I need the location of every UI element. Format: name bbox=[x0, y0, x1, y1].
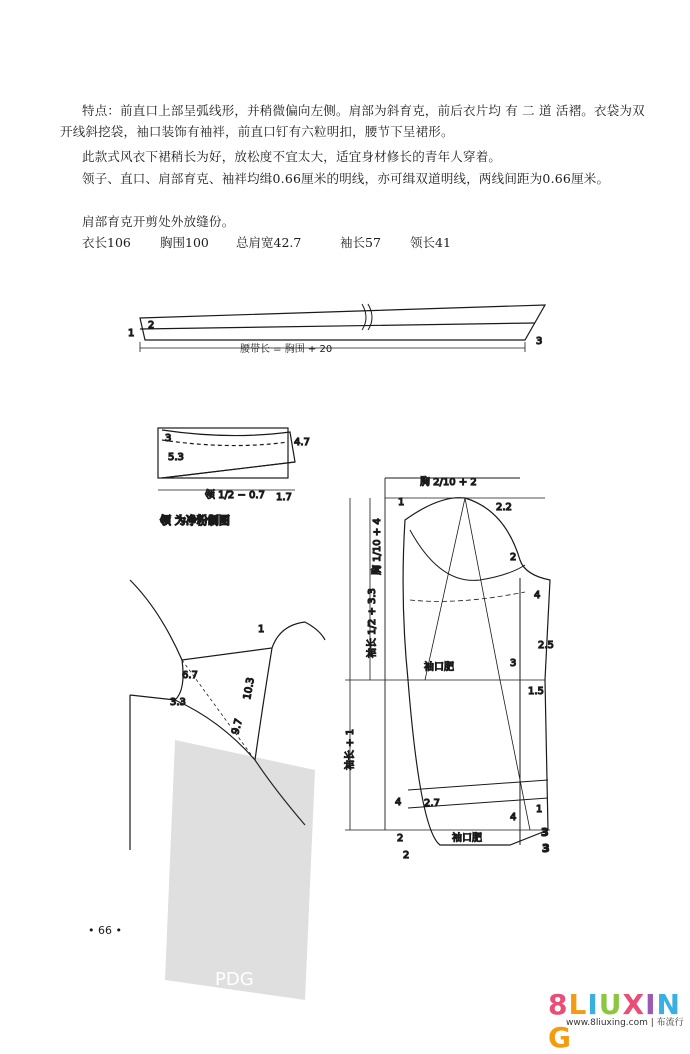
yoke-dim-1: 1 bbox=[258, 624, 265, 635]
sleeve-dim-2b: 2 bbox=[397, 833, 404, 844]
sleeve-length-formula: 袖长 + 1 bbox=[345, 728, 356, 770]
waistband-dim-2: 2 bbox=[148, 320, 155, 331]
sleeve-cuff-label-upper: 袖口肥 bbox=[424, 662, 454, 673]
sleeve-dim-4a: 4 bbox=[534, 590, 541, 601]
measurement-sleeve: 袖长57 bbox=[340, 235, 381, 250]
sleeve-dim-1b: 1 bbox=[536, 804, 543, 815]
sleeve-dim-3d: 2 bbox=[403, 850, 410, 861]
waistband-formula: 腰带长 = 胸围 + 20 bbox=[240, 344, 333, 355]
sleeve-dim-1: 1 bbox=[398, 497, 405, 508]
site-url: www.8liuxing.com | 布流行 bbox=[566, 1018, 684, 1028]
yoke-dim-33: 3.3 bbox=[170, 697, 186, 708]
collar-dim-17: 1.7 bbox=[276, 492, 292, 503]
sleeve-dim-25: 2.5 bbox=[538, 640, 554, 651]
brand-letter: I bbox=[645, 988, 657, 1021]
measurement-collar: 领长41 bbox=[410, 235, 451, 250]
brand-letter: U bbox=[598, 988, 623, 1021]
yoke-dim-103: 10.3 bbox=[242, 676, 257, 701]
sleeve-dim-3a: 3 bbox=[510, 658, 517, 669]
waistband-dim-1: 1 bbox=[128, 328, 135, 339]
measurement-length: 衣长106 bbox=[82, 235, 131, 250]
brand-letter: L bbox=[568, 988, 588, 1021]
yoke-dim-67: 6.7 bbox=[182, 670, 198, 681]
brand-letter: 8 bbox=[548, 988, 569, 1021]
brand-letter: G bbox=[548, 1021, 572, 1054]
sleeve-top-formula: 胸 2/10 + 2 bbox=[420, 477, 477, 488]
collar-caption: 领 为净粉制图 bbox=[160, 514, 230, 527]
sleeve-dim-3b: 3 bbox=[541, 826, 549, 839]
collar-formula: 领 1/2 − 0.7 bbox=[205, 490, 265, 501]
seal-watermark bbox=[145, 730, 335, 1010]
collar-dim-47: 4.7 bbox=[294, 437, 310, 448]
sleeve-cuff-label-lower: 袖口肥 bbox=[452, 833, 482, 844]
style-paragraph: 此款式风衣下裙稍长为好，放松度不宜太大，适宜身材修长的青年人穿着。 bbox=[82, 149, 502, 164]
sleeve-dim-3c: 3 bbox=[542, 842, 550, 855]
brand-letter: X bbox=[622, 988, 646, 1021]
brand-letter: N bbox=[656, 988, 681, 1021]
measurement-shoulder: 总肩宽42.7 bbox=[236, 235, 302, 250]
sleeve-cap-formula: 袖长 1/2 + 3.3 bbox=[367, 588, 378, 658]
waistband-dim-3: 3 bbox=[536, 336, 543, 347]
sleeve-dim-2a: 2 bbox=[510, 552, 517, 563]
waistband-drawing bbox=[140, 304, 545, 352]
stitching-paragraph: 领子、直口、肩部育克、袖袢均缉0.66厘米的明线，亦可缉双道明线，两线间距为0.66厘米。 bbox=[82, 171, 610, 186]
page-number: • 66 • bbox=[88, 924, 122, 937]
sleeve-dim-22: 2.2 bbox=[496, 502, 512, 513]
collar-dim-53: 5.3 bbox=[168, 452, 184, 463]
feature-paragraph: 特点：前直口上部呈弧线形，并稍微偏向左侧。肩部为斜育克，前后衣片均 有 二 道 活褶。衣袋为双开线斜挖袋，袖口装饰有袖袢，前直口钉有六粒明扣，腰节下呈裙形。 bbox=[60, 103, 645, 139]
sleeve-dim-4b: 4 bbox=[395, 797, 402, 808]
seam-paragraph: 肩部育克开剪处外放缝份。 bbox=[82, 214, 235, 229]
sleeve-dim-4c: 4 bbox=[510, 812, 517, 823]
collar-dim-3: 3 bbox=[165, 433, 172, 444]
watermark-text: PDG bbox=[215, 969, 254, 990]
sleeve-chest-formula: 胸 1/10 + 4 bbox=[372, 518, 383, 575]
measurement-chest: 胸围100 bbox=[160, 235, 209, 250]
sleeve-dim-15: 1.5 bbox=[528, 686, 544, 697]
sleeve-dim-27: 2.7 bbox=[424, 798, 440, 809]
yoke-dim-97: 9.7 bbox=[230, 717, 246, 736]
brand-letter: I bbox=[587, 988, 599, 1021]
